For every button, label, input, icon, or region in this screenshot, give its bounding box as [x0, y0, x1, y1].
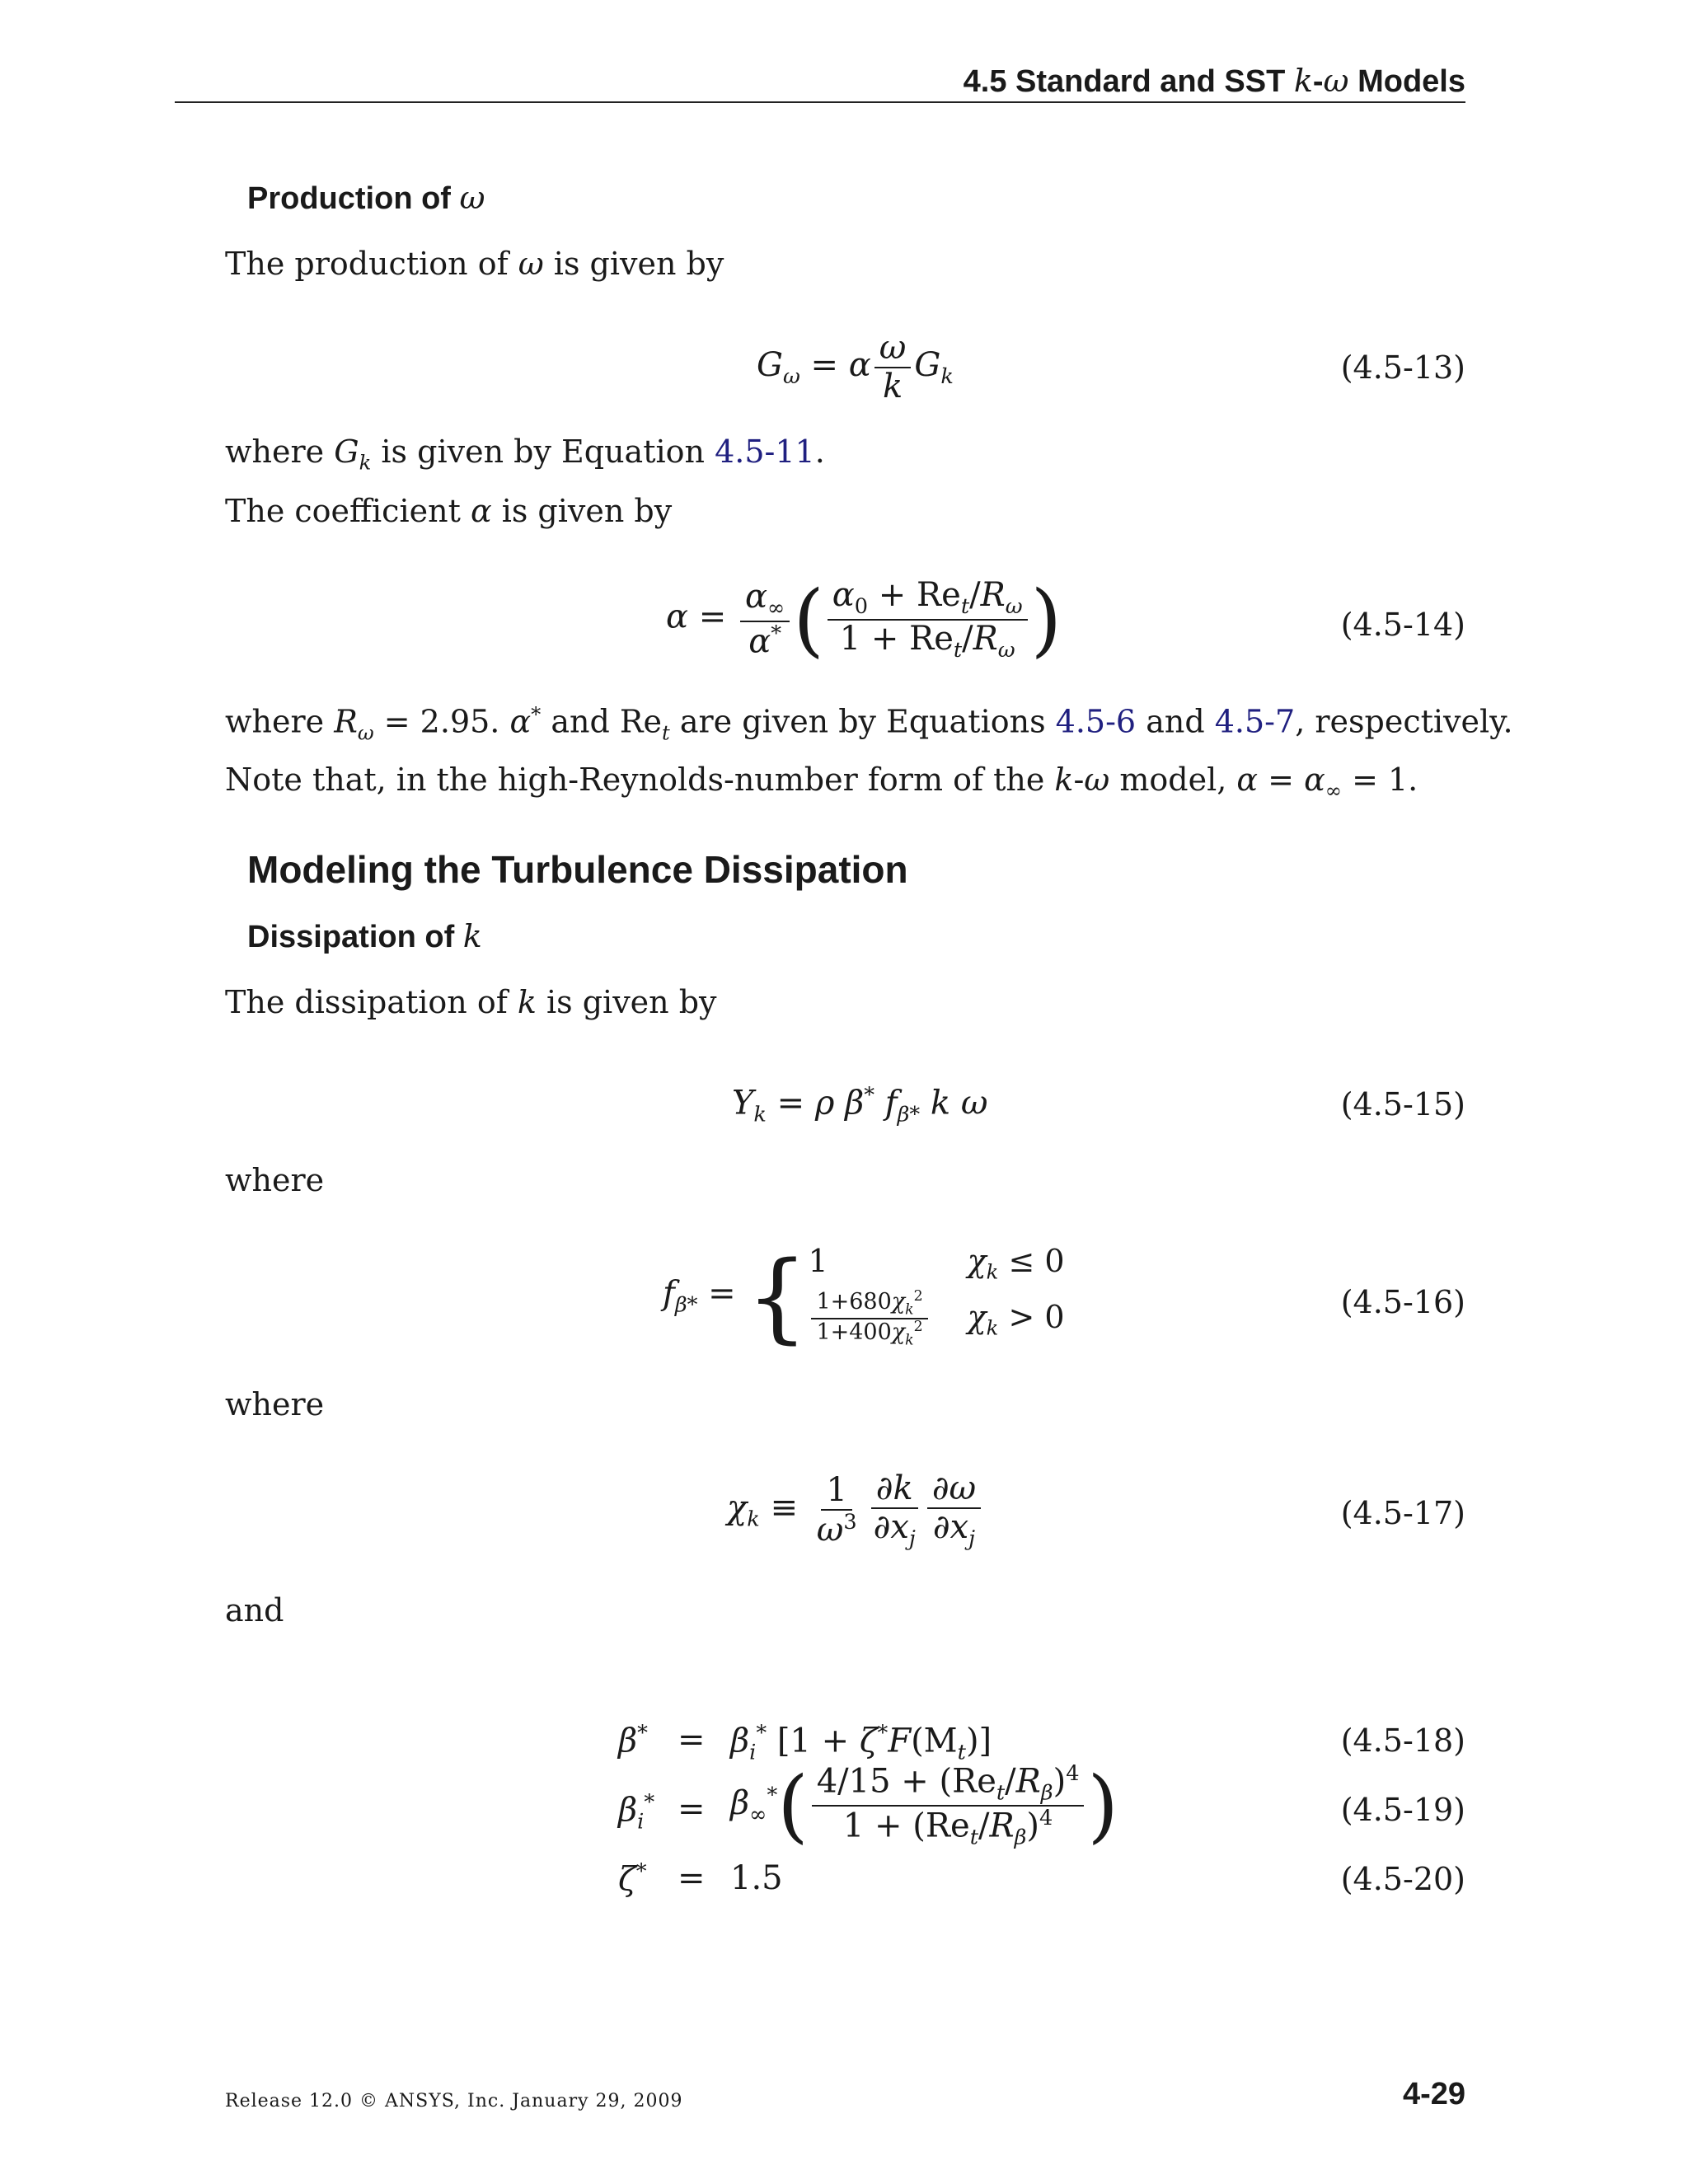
note-end: = 1.: [1342, 762, 1418, 798]
note-inf: ∞: [1325, 778, 1342, 803]
rw-and: and: [1136, 703, 1215, 740]
equation-number-19: (4.5-19): [1340, 1792, 1465, 1828]
high-reynolds-note: [225, 762, 1418, 803]
equation-4-5-17: $\chi_k$ ≡ $\frac{1}{\omega^3}$ $\frac{\partial k}{\partial x_j}$ $\frac{\partial\omega}{\partial x_j}$: [727, 1470, 984, 1550]
note-omega: ω: [1084, 762, 1110, 798]
equation-number-16: (4.5-16): [1340, 1284, 1465, 1320]
where-text-1: where: [225, 1162, 325, 1198]
where-gk-end: .: [814, 434, 825, 470]
equation-number-14: (4.5-14): [1340, 607, 1465, 643]
equation-number-18: (4.5-18): [1340, 1722, 1465, 1759]
equation-4-5-16: $f_{\beta*}$ = { 1 $\chi_k \le 0$ $\frac{1+680\chi_k^2}{1+400\chi_k^2}$ $\chi_k > 0$: [663, 1239, 1065, 1353]
coefficient-post: is given by: [491, 493, 673, 529]
rw-end: , respectively.: [1295, 703, 1513, 740]
dissipation-heading: [247, 918, 482, 955]
release-footer: Release 12.0 © ANSYS, Inc. January 29, 2009: [225, 2091, 683, 2111]
equation-number-15: (4.5-15): [1340, 1086, 1465, 1122]
section-title: Modeling the Turbulence Dissipation: [247, 848, 908, 891]
note-mid: model,: [1109, 762, 1237, 798]
production-where-gk: [225, 434, 825, 475]
equation-4-5-19: $\beta_i^*$: [618, 1790, 655, 1835]
note-eq: α = α: [1236, 762, 1325, 798]
running-header-suffix: Models: [1348, 64, 1465, 99]
header-rule: [175, 101, 1465, 103]
equals-20: =: [678, 1859, 706, 1897]
rw-value: = 2.95.: [373, 703, 510, 740]
where-gk-symbol: G: [334, 434, 359, 470]
rw-mid: and Re: [541, 703, 662, 740]
equation-4-5-13: $G_\omega = \alpha$ $\frac{\omega}{k}$ $G_k$: [757, 329, 954, 405]
and-text: and: [225, 1592, 284, 1629]
equation-link-4-5-11[interactable]: 4.5-11: [715, 434, 815, 470]
running-header-k: k: [1293, 63, 1313, 99]
equation-link-4-5-6[interactable]: 4.5-6: [1055, 703, 1137, 740]
rw-mid2: are given by Equations: [669, 703, 1056, 740]
rw-sentence: where $R_\omega = 2.95$. α* and $Re_t$ are given by Equations 4.5-6 and 4.5-7, respectively.: [225, 702, 1513, 745]
running-header-dash: -: [1312, 64, 1324, 99]
running-header-prefix: 4.5 Standard and SST: [963, 64, 1294, 99]
rw-pre: where: [225, 703, 335, 740]
production-intro-post: is given by: [543, 246, 724, 282]
note-k: k: [1054, 762, 1074, 798]
equation-number-20: (4.5-20): [1340, 1861, 1465, 1897]
production-heading: [247, 180, 485, 217]
production-intro: [225, 246, 724, 284]
production-intro-symbol: ω: [518, 246, 544, 282]
page-number: 4-29: [1402, 2077, 1465, 2111]
equation-number-17: (4.5-17): [1340, 1495, 1465, 1531]
equation-4-5-14: α = $\frac{\alpha_\infty}{\alpha^*}$ ( $\frac{\alpha_0 + Re_t/R_\omega}{1 + Re_t/R_\omega}$ ): [666, 573, 1062, 666]
equation-4-5-20: ζ*: [618, 1859, 647, 1899]
production-intro-pre: The production of: [225, 246, 518, 282]
dissipation-intro: [225, 984, 717, 1022]
equation-4-5-15: $Y_k = \rho$ β* $f_{\beta*}$ k ω: [732, 1083, 988, 1127]
note-dash: -: [1073, 762, 1085, 798]
coefficient-pre: The coefficient: [225, 493, 471, 529]
dissipation-intro-post: is given by: [536, 984, 717, 1020]
equals-19: =: [678, 1790, 706, 1828]
rhs-19: $\beta_\infty^*$( $\frac{4/15 + (Re_t/R_\beta)^4}{1 + (Re_t/R_\beta)^4}$ ): [730, 1759, 1118, 1852]
dissipation-heading-symbol: k: [462, 918, 482, 954]
coefficient-symbol: α: [470, 493, 492, 529]
equation-link-4-5-7[interactable]: 4.5-7: [1214, 703, 1296, 740]
zeta-value: 1.5: [730, 1859, 783, 1897]
dissipation-intro-symbol: k: [517, 984, 537, 1020]
production-heading-text: Production of: [247, 181, 460, 216]
coefficient-intro: [225, 493, 672, 531]
dissipation-heading-text: Dissipation of: [247, 920, 463, 954]
equation-4-5-18: β*: [618, 1721, 648, 1760]
where-gk-mid: is given by Equation: [371, 434, 715, 470]
equals-18: =: [678, 1721, 706, 1759]
note-pre: Note that, in the high-Reynolds-number form of the: [225, 762, 1055, 798]
dissipation-intro-pre: The dissipation of: [225, 984, 518, 1020]
equation-number-13: (4.5-13): [1340, 349, 1465, 386]
rhs-18: $\beta_i^*$ $[1 + \zeta^*F(M_t)]$: [730, 1721, 992, 1765]
running-header-omega: ω: [1323, 63, 1349, 99]
where-text-2: where: [225, 1386, 325, 1422]
running-header: [964, 63, 1465, 100]
where-gk-sub: k: [359, 450, 372, 475]
production-heading-symbol: ω: [459, 180, 485, 216]
where-gk-pre: where: [225, 434, 335, 470]
